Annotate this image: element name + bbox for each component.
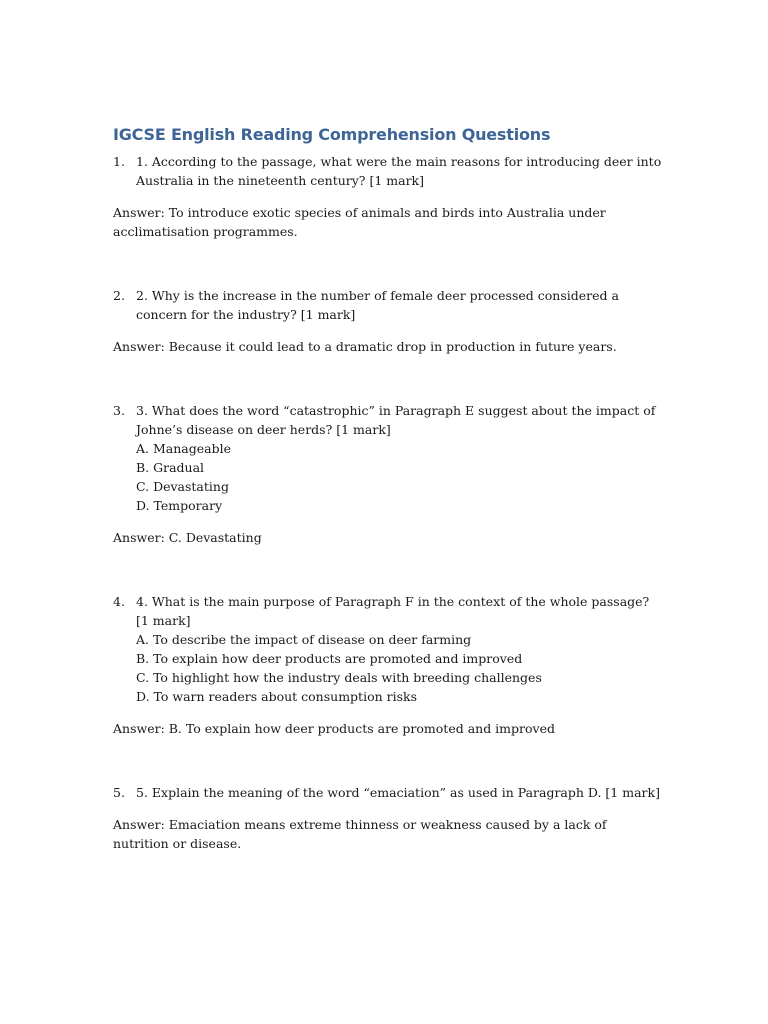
question-number: 5.	[113, 785, 125, 800]
question-1	[113, 152, 663, 241]
document-title: IGCSE English Reading Comprehension Questions	[113, 125, 551, 144]
answer-text: Answer: C. Devastating	[113, 530, 262, 545]
question-row	[113, 783, 663, 802]
option-c: C. To highlight how the industry deals with breeding challenges	[136, 670, 542, 685]
option-a: A. Manageable	[136, 441, 231, 456]
answer-text: Answer: Emaciation means extreme thinness or weakness caused by a lack of nutrition or disease.	[113, 817, 607, 851]
question-body	[136, 592, 663, 706]
option-d: D. To warn readers about consumption risks	[136, 689, 417, 704]
question-4	[113, 592, 663, 738]
question-text: 1. According to the passage, what were the main reasons for introducing deer into Australia in the nineteenth century? [1 mark]	[136, 154, 662, 188]
answer-text: Answer: Because it could lead to a dramatic drop in production in future years.	[113, 339, 617, 354]
option-b: B. To explain how deer products are promoted and improved	[136, 651, 523, 666]
question-row	[113, 401, 663, 515]
option-b: B. Gradual	[136, 460, 205, 475]
question-row	[113, 592, 663, 706]
question-2	[113, 286, 663, 356]
question-row	[113, 286, 663, 324]
option-c: C. Devastating	[136, 479, 229, 494]
question-text: 4. What is the main purpose of Paragraph F in the context of the whole passage? [1 mark]	[136, 594, 650, 628]
question-5	[113, 783, 663, 853]
question-text: 3. What does the word “catastrophic” in Paragraph E suggest about the impact of Johne’s disease on deer herds? [1 mark]	[136, 403, 656, 437]
question-3	[113, 401, 663, 547]
question-text: 5. Explain the meaning of the word “emaciation” as used in Paragraph D. [1 mark]	[136, 785, 660, 800]
answer-text: Answer: To introduce exotic species of animals and birds into Australia under acclimatisation programmes.	[113, 205, 606, 239]
question-text: 2. Why is the increase in the number of female deer processed considered a concern for the industry? [1 mark]	[136, 288, 619, 322]
option-d: D. Temporary	[136, 498, 223, 513]
question-number: 2.	[113, 288, 125, 303]
answer-text: Answer: B. To explain how deer products are promoted and improved	[113, 721, 555, 736]
question-number: 4.	[113, 594, 125, 609]
document-page	[113, 124, 663, 853]
question-number: 1.	[113, 154, 125, 169]
question-body	[136, 401, 663, 515]
question-row	[113, 152, 663, 190]
question-number: 3.	[113, 403, 125, 418]
option-a: A. To describe the impact of disease on deer farming	[136, 632, 472, 647]
